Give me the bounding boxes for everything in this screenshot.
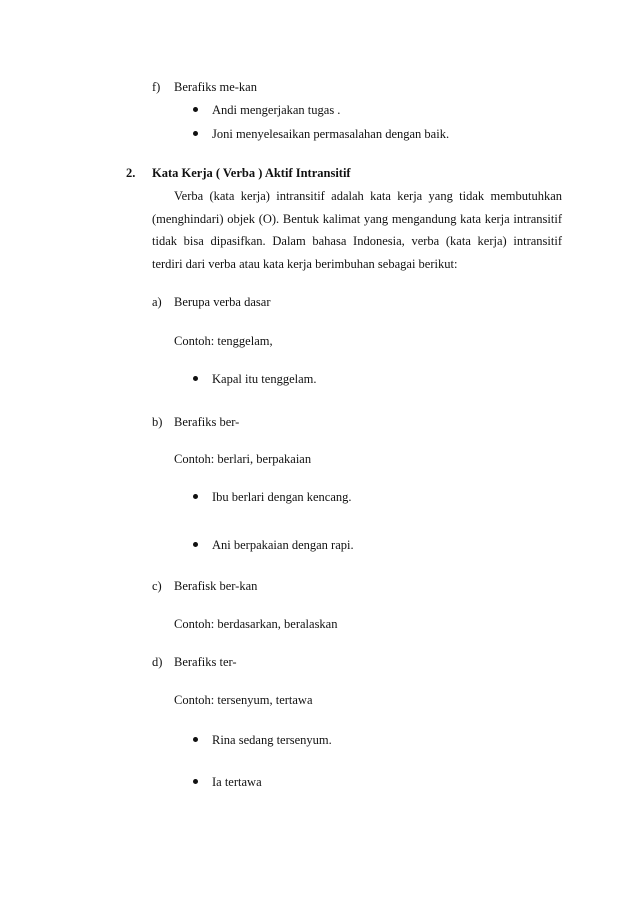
- bullet-icon: [193, 542, 198, 547]
- item-a-example: Contoh: tenggelam,: [174, 334, 273, 348]
- item-c-example: Contoh: berdasarkan, beralaskan: [174, 617, 338, 631]
- list-marker-d: d): [152, 655, 163, 669]
- list-marker-b: b): [152, 415, 163, 429]
- item-a-bullet-1: Kapal itu tenggelam.: [212, 372, 317, 386]
- item-b-title: Berafiks ber-: [174, 415, 240, 429]
- bullet-icon: [193, 107, 198, 112]
- bullet-icon: [193, 737, 198, 742]
- item-a-title: Berupa verba dasar: [174, 295, 271, 309]
- item-b-example: Contoh: berlari, berpakaian: [174, 452, 312, 466]
- item-f-bullet-2: Joni menyelesaikan permasalahan dengan baik.: [212, 127, 450, 141]
- item-f-title: Berafiks me-kan: [174, 80, 257, 94]
- item-b-bullet-2: Ani berpakaian dengan rapi.: [212, 538, 354, 552]
- bullet-icon: [193, 131, 198, 136]
- bullet-icon: [193, 779, 198, 784]
- list-marker-f: f): [152, 80, 161, 94]
- item-d-bullet-1: Rina sedang tersenyum.: [212, 733, 332, 747]
- list-marker-a: a): [152, 295, 162, 309]
- item-d-title: Berafiks ter-: [174, 655, 237, 669]
- section-title: Kata Kerja ( Verba ) Aktif Intransitif: [152, 166, 351, 180]
- section-paragraph: Verba (kata kerja) intransitif adalah kata kerja yang tidak membutuhkan (menghindari) objek (O). Bentuk kalimat yang mengandung kata kerja intransitif tidak bisa dipasifkan. Dalam bahasa Indonesia, verba (kata kerja) intransitif terdiri dari verba atau kata kerja berimbuhan sebagai berikut:: [152, 189, 562, 271]
- bullet-icon: [193, 376, 198, 381]
- section-number: 2.: [126, 166, 136, 180]
- list-marker-c: c): [152, 579, 162, 593]
- item-c-title: Berafisk ber-kan: [174, 579, 258, 593]
- bullet-icon: [193, 494, 198, 499]
- item-b-bullet-1: Ibu berlari dengan kencang.: [212, 490, 352, 504]
- item-d-bullet-2: Ia tertawa: [212, 775, 262, 789]
- item-d-example: Contoh: tersenyum, tertawa: [174, 693, 313, 707]
- item-f-bullet-1: Andi mengerjakan tugas .: [212, 103, 341, 117]
